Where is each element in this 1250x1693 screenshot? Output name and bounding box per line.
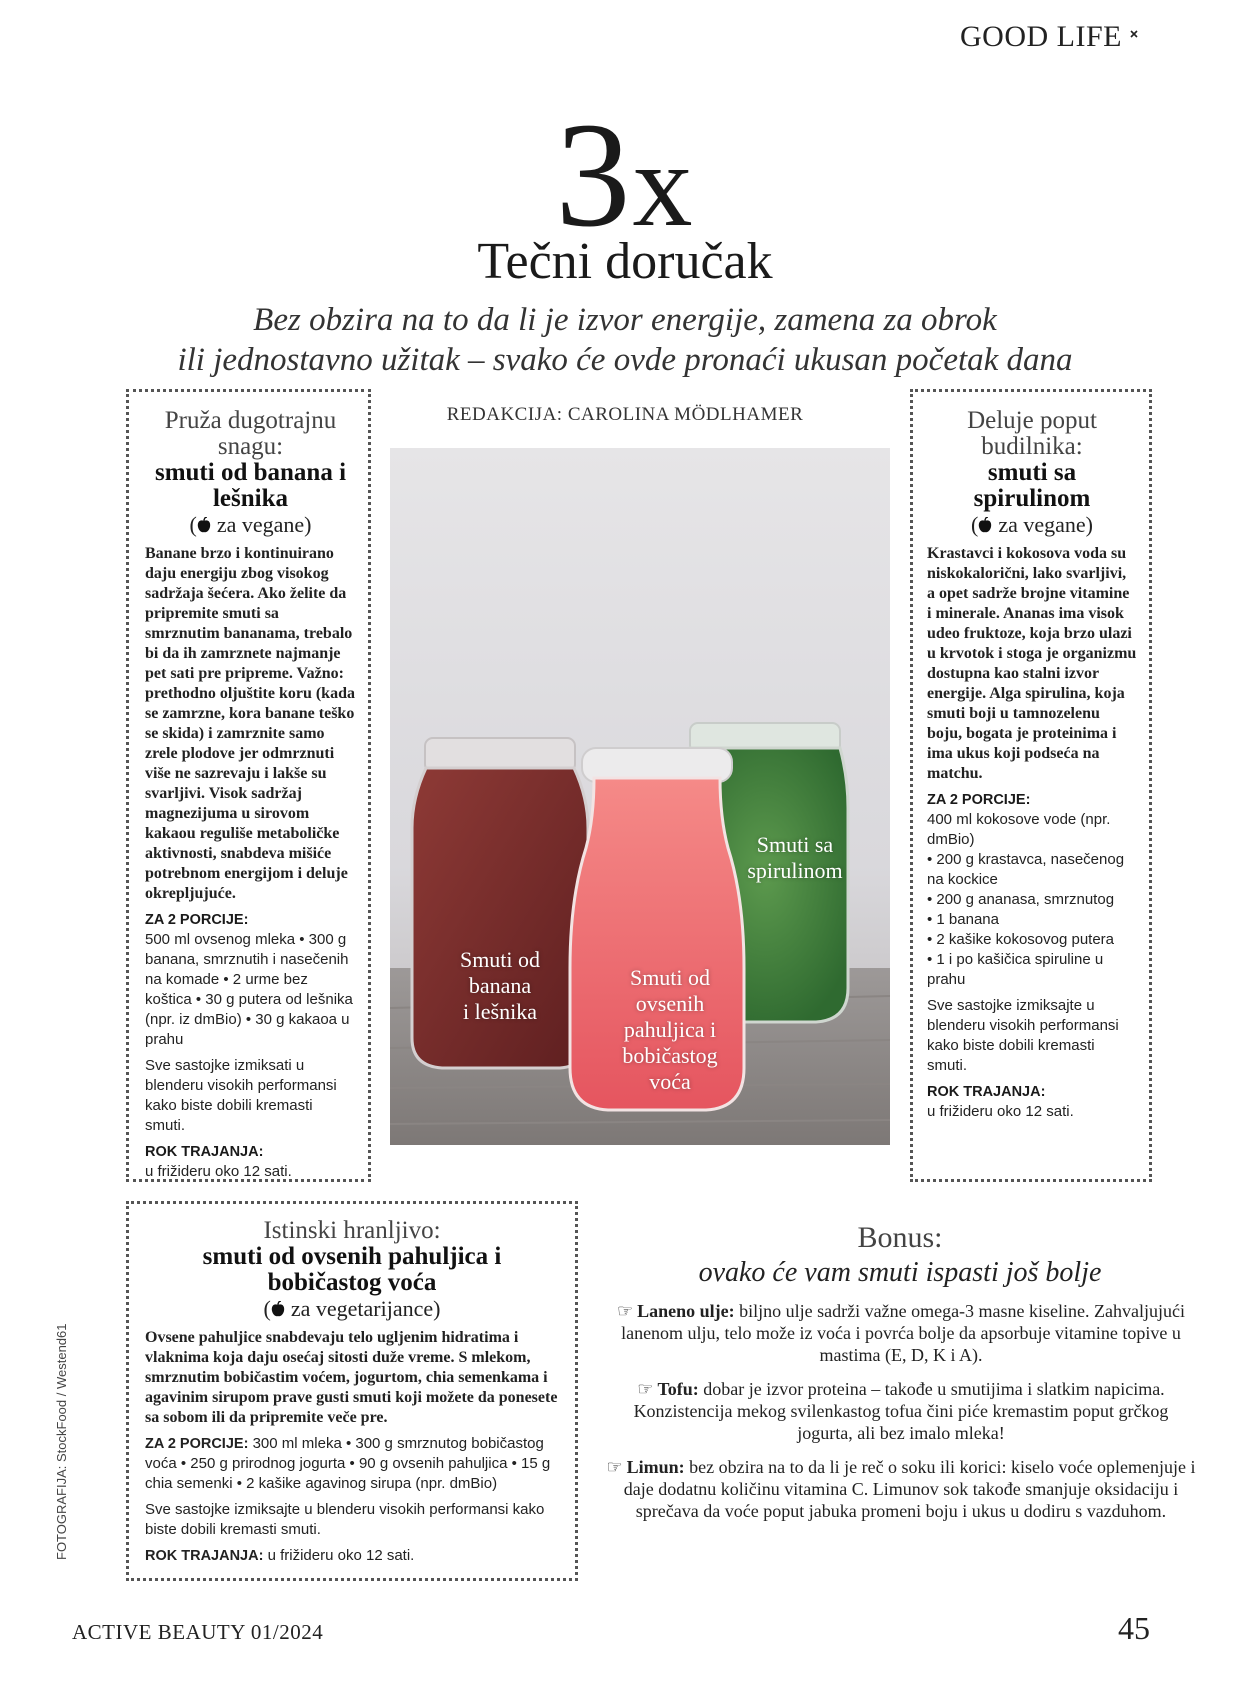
deck xyxy=(60,300,1190,380)
recipe-body: Ovsene pahuljice snabdevaju telo ugljenim hidratima i vlaknima koja daju osećaj sitosti duže vreme. S mlekom, smrznutim bobičastim voćem, jogurtom, chia semenkama i agavinim sirupom prave gusti smuti koji možete da ponesete sa sobom ili da pripremite veče pre. xyxy=(145,1329,558,1426)
recipe-body: Krastavci i kokosova voda su niskokalorični, lako svarljivi, a opet sadrže brojne vitamine i minerale. Ananas ima visok udeo fruktoze, koja brzo ulazi u krvotok i stoga je organizmu dostupna kao stalni izvor energije. Alga spirulina, koja smuti boji u tamnozelenu boju, bogata je proteinima i ima ukus koji podseća na matchu. xyxy=(927,545,1137,782)
shelf-life: ROK TRAJANJA: u frižideru oko 12 sati. xyxy=(145,1547,415,1564)
ingredient-item: • 1 banana xyxy=(927,911,999,928)
ingredients: 500 ml ovsenog mleka • 300 g banana, smrznutih i nasečenih na komade • 2 urme bez koštica • 30 g putera od lešnika (npr. iz dmBio) • 30 g kakaoa u prahu xyxy=(145,931,353,1048)
recipe-kicker: Deluje poput budilnika: xyxy=(967,407,1097,460)
bonus-tip: ☞ Limun: bez obzira na to da li je reč o soku ili korici: kiselo voće oplemenjuje i daje dodatnu količinu vitamina C. Limunov sok takođe smanjuje oksidaciju i sprečava da voće poput jabuka promeni boju i ukus u dodiru s vazduhom. xyxy=(606,1457,1196,1521)
ingredient-item: • 200 g ananasa, smrznutog xyxy=(927,891,1115,908)
diet-label: ( za vegane) xyxy=(971,512,1093,537)
shelf-life: u frižideru oko 12 sati. xyxy=(145,1163,292,1180)
servings-label: ZA 2 PORCIJE: xyxy=(927,792,1031,808)
ingredient-item: 400 ml kokosove vode (npr. dmBio) xyxy=(927,811,1111,848)
recipe-title: smuti od banana i lešnika xyxy=(154,459,347,512)
photo-credit: FOTOGRAFIJA: StockFood / Westend61 xyxy=(54,1323,69,1560)
byline: REDAKCIJA: CAROLINA MÖDLHAMER xyxy=(446,404,804,425)
method: Sve sastojke izmiksajte u blenderu visokih performansi kako biste dobili kremasti smuti. xyxy=(145,1501,545,1538)
method: Sve sastojke izmiksati u blenderu visokih performansi kako biste dobili kremasti smuti. xyxy=(145,1057,337,1134)
apple-icon xyxy=(197,517,211,534)
page-number: 45 xyxy=(1118,1610,1150,1646)
photo-label-spirulina: Smuti sa spirulinom xyxy=(747,832,843,883)
apple-icon xyxy=(271,1301,285,1318)
recipe-title: smuti od ovsenih pahuljica i bobičastog voća xyxy=(202,1243,502,1296)
magazine-issue: ACTIVE BEAUTY 01/2024 xyxy=(72,1620,324,1644)
ingredients xyxy=(927,810,1137,990)
apple-icon xyxy=(978,517,992,534)
photo-label-oat: Smuti od ovsenih pahuljica i bobičastog voća xyxy=(622,965,718,1094)
recipe-box-oat xyxy=(126,1201,578,1581)
servings-label: ZA 2 PORCIJE: xyxy=(145,1436,249,1452)
shelf-life: u frižideru oko 12 sati. xyxy=(927,1103,1074,1120)
method: Sve sastojke izmiksajte u blenderu visokih performansi kako biste dobili kremasti smuti. xyxy=(927,997,1119,1074)
pointing-hand-icon: ☞ xyxy=(616,1301,634,1321)
recipe-kicker: Istinski hranljivo: xyxy=(263,1217,441,1244)
ingredient-item: • 2 kašike kokosovog putera xyxy=(927,931,1115,948)
title-number: 3x xyxy=(555,92,695,258)
deck-line-2: ili jednostavno užitak – svako će ovde pronaći ukusan početak dana xyxy=(177,342,1073,378)
recipe-box-banana xyxy=(126,389,371,1182)
recipe-title: smuti sa spirulinom xyxy=(973,459,1091,512)
recipe-box-spirulina xyxy=(910,389,1152,1182)
recipe-kicker: Pruža dugotrajnu snagu: xyxy=(164,407,337,460)
ingredient-item: • 200 g krastavca, nasečenog na kockice xyxy=(927,851,1125,888)
bonus-kicker: Bonus: xyxy=(857,1221,943,1254)
recipe-body: Banane brzo i kontinuirano daju energiju zbog visokog sadržaja šećera. Ako želite da pripremite smuti sa smrznutim bananama, trebalo bi da ih zamrznete najmanje pet sati pre pripreme. Važno: prethodno oljuštite koru (kada se zamrzne, kora banane teško se skida) i zamrznite samo zrele plodove jer odmrznuti više ne sazrevaju i lakše su svarljivi. Visok sadržaj magnezijuma u sirovom kakaou reguliše metaboličke aktivnosti, snabdeva mišiće potrebnom energijom i deluje okrepljujuće. xyxy=(145,545,355,902)
shelf-life-label: ROK TRAJANJA: xyxy=(145,1548,264,1564)
headline: Tečni doručak xyxy=(477,233,773,290)
pointing-hand-icon: ☞ xyxy=(637,1379,654,1399)
deck-line-1: Bez obzira na to da li je izvor energije, zamena za obrok xyxy=(253,302,997,338)
pointing-hand-icon: ☞ xyxy=(606,1457,623,1477)
section-logo-icon xyxy=(1128,28,1146,46)
ingredients: ZA 2 PORCIJE: 300 ml mleka • 300 g smrznutog bobičastog voća • 250 g prirodnog jogurta • 90 g ovsenih pahuljica • 15 g chia semenki • 2 kašike agavinog sirupa (npr. dmBio) xyxy=(145,1435,551,1492)
bonus-tip: ☞ Tofu: dobar je izvor proteina – takođe u smutijima i slatkim napicima. Konzistencija mekog svilenkastog tofua čini piće kremastim poput grčkog jogurta, ali bez imalo mleka! xyxy=(633,1379,1169,1443)
bonus-title: ovako će vam smuti ispasti još bolje xyxy=(698,1257,1102,1288)
diet-label: ( za vegetarijance) xyxy=(263,1296,441,1321)
servings-label: ZA 2 PORCIJE: xyxy=(145,912,249,928)
shelf-life-label: ROK TRAJANJA: xyxy=(145,1144,264,1160)
bonus-tip: ☞ Laneno ulje: biljno ulje sadrži važne omega-3 masne kiseline. Zahvaljujući lanenom ulju, telo može iz voća i povrća bolje da apsorbuje vitamine topive u mastima (E, D, K i A). xyxy=(616,1301,1185,1365)
ingredient-item: • 1 i po kašičica spiruline u prahu xyxy=(927,951,1104,988)
photo-label-banana: Smuti od banana i lešnika xyxy=(459,947,541,1024)
shelf-life-label: ROK TRAJANJA: xyxy=(927,1084,1046,1100)
section-title: GOOD LIFE xyxy=(960,20,1122,53)
diet-label: ( za vegane) xyxy=(189,512,312,537)
